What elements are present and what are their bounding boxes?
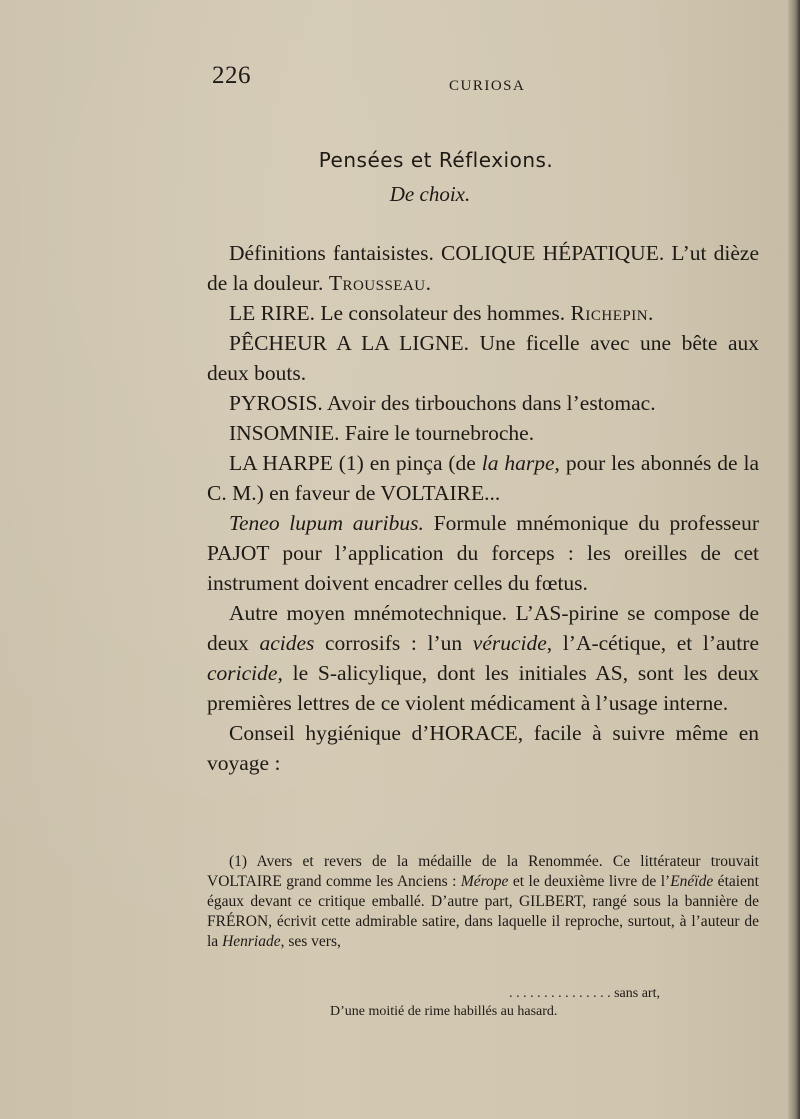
paragraph-text: , l’A-cétique, et l’autre [546, 631, 759, 655]
paragraph-text: Formule mnémonique du professeur PAJOT pour l’application du forceps : les oreilles de cet instrument doivent encadrer celles du fœtus. [207, 511, 759, 595]
italic-text: la harpe [481, 451, 555, 475]
paragraph-text: Définitions fantaisistes. COLIQUE HÉPATIQUE. L’ut dièze de la douleur. [207, 241, 759, 295]
paragraph-aspirine [207, 598, 759, 718]
footnote-paragraph [207, 852, 759, 952]
paragraph-rire [207, 298, 759, 328]
paragraph-la-harpe [207, 448, 759, 508]
paragraph-text: LE RIRE. Le consolateur des hommes. [229, 301, 566, 325]
italic-text: Henriade [222, 933, 281, 950]
italic-text: Mérope [460, 873, 509, 890]
footnote-text: (1) Avers et revers de la médaille de la Renommée. Ce littérateur trouvait VOLTAIRE grand comme les Anciens : [207, 853, 759, 890]
paragraph-teneo-lupum [207, 508, 759, 598]
italic-text: vérucide [472, 631, 547, 655]
running-head: CURIOSA [449, 78, 526, 94]
paragraph-text: LA HARPE (1) en pinça (de [229, 451, 482, 475]
verse-line: D’une moitié de rime habillés au hasard. [330, 1004, 558, 1019]
footnote [207, 852, 759, 952]
paragraph-text: corrosifs : l’un [314, 631, 473, 655]
author-attribution: Richepin. [570, 301, 654, 325]
verse-quote [330, 985, 670, 1021]
paragraph-pecheur: PÊCHEUR A LA LIGNE. Une ficelle avec une bête aux deux bouts. [207, 331, 759, 385]
italic-text: acides [259, 631, 315, 655]
paragraph-text: , le S-alicylique, dont les initiales AS, sont les deux premières lettres de ce violent médicament à l’usage interne. [207, 661, 759, 715]
author-attribution: Trousseau. [328, 271, 432, 295]
section-title: Pensées et Réflexions. [318, 148, 554, 172]
section-subtitle: De choix. [389, 182, 471, 206]
body-text [207, 238, 759, 778]
paragraph-pyrosis: PYROSIS. Avoir des tirbouchons dans l’estomac. [229, 391, 656, 415]
italic-text: Enéïde [670, 873, 714, 890]
italic-text: Teneo lupum auribus. [229, 511, 424, 535]
paragraph-text: , pour les abonnés de la C. M.) en faveur de VOLTAIRE... [207, 451, 759, 505]
page-number: 226 [212, 62, 251, 89]
paragraph-horace: Conseil hygiénique d’HORACE, facile à suivre même en voyage : [207, 721, 759, 775]
italic-text: coricide [207, 661, 278, 685]
page-header [212, 62, 772, 98]
footnote-text: étaient égaux devant ce critique emballé. D’autre part, GILBERT, rangé sous la bannière de FRÉRON, écrivit cette admirable satire, dans laquelle il reproche, surtout, à l’auteur de la [207, 873, 759, 950]
footnote-text: et le deuxième livre de l’ [508, 873, 671, 890]
verse-line: . . . . . . . . . . . . . . . sans art, [509, 986, 660, 1001]
footnote-text: , ses vers, [280, 933, 341, 950]
paragraph-text: Autre moyen mnémotechnique. L’AS-pirine se compose de deux [207, 601, 759, 655]
paragraph-insomnie: INSOMNIE. Faire le tournebroche. [229, 421, 535, 445]
paragraph-colique [207, 238, 759, 298]
